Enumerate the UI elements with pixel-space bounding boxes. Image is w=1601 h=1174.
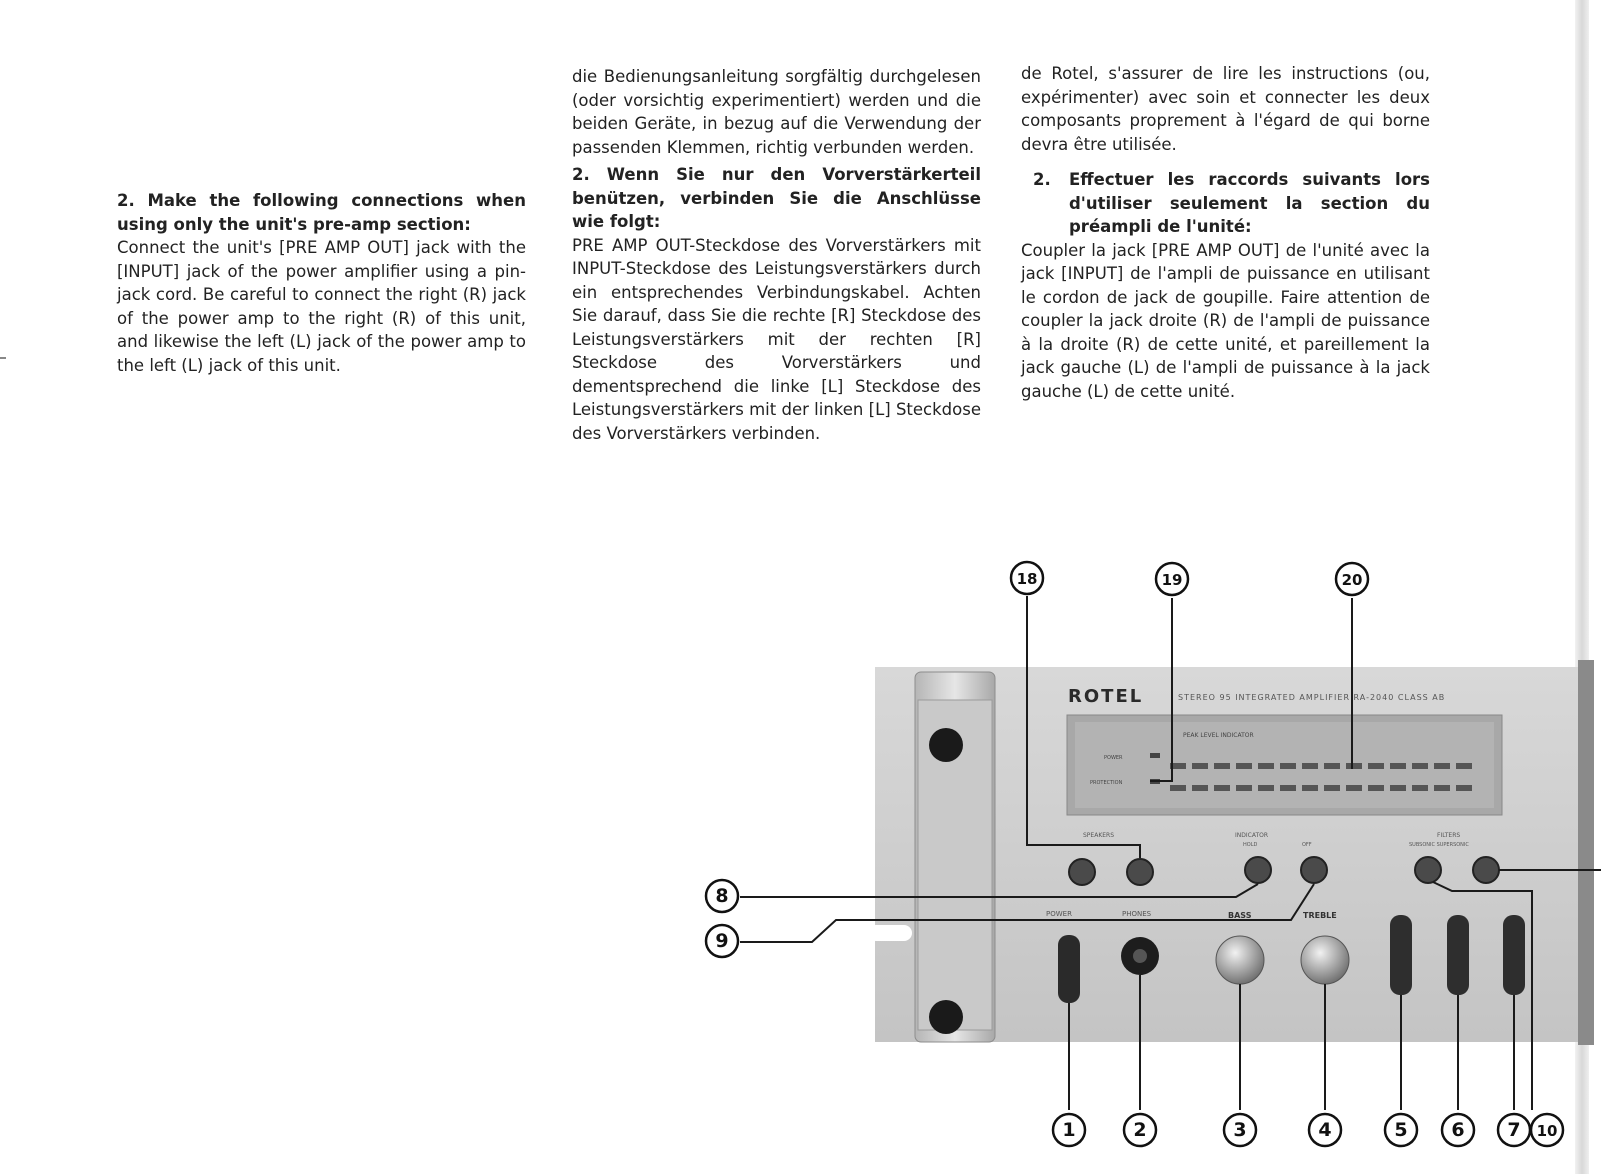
german-heading: 2. Wenn Sie nur den Vorverstärkerteil benützen, verbinden Sie die Anschlüsse wie folgt: xyxy=(572,165,981,231)
english-heading: 2. Make the following connections when using only the unit's pre-amp section: xyxy=(117,191,526,234)
model-line: STEREO 95 INTEGRATED AMPLIFIER RA-2040 CLASS AB xyxy=(1178,693,1446,702)
filters-sub-label: SUBSONIC SUPERSONIC xyxy=(1409,842,1469,848)
meter-segment xyxy=(1236,785,1252,791)
phones-label: PHONES xyxy=(1122,910,1152,918)
handle-screw-top xyxy=(929,728,963,762)
meter-power-label: POWER xyxy=(1104,755,1123,761)
meter-segment xyxy=(1412,785,1428,791)
meter-segment xyxy=(1434,763,1450,769)
meter-segment xyxy=(1324,785,1340,791)
meter-segment xyxy=(1368,763,1384,769)
supersonic-filter-button[interactable] xyxy=(1473,857,1499,883)
meter-label: PEAK LEVEL INDICATOR xyxy=(1183,732,1254,739)
filters-label: FILTERS xyxy=(1437,832,1461,839)
selector-switch-1[interactable] xyxy=(1390,915,1412,995)
german-intro: die Bedienungsanleitung sorgfältig durchgelesen (oder vorsichtig experimentiert) werden und die beiden Geräte, in bezug auf die Verwendung der passenden Klemmen, richtig verbunden werden. xyxy=(572,67,981,157)
meter-segment xyxy=(1346,785,1362,791)
german-body: PRE AMP OUT-Steckdose des Vorverstärkers mit INPUT-Steckdose des Leistungsverstärkers durch ein entsprechendes Verbindungskabel. Achten Sie darauf, dass Sie die rechte [R] Steckdose des Leistungsverstärkers mit der rechten [R] Steckdose des Vorverstärkers und dementsprechend die linke [L] Steckdose des Leistungsverstärkers mit der linken [L] Steckdose des Vorverstärkers verbinden. xyxy=(572,235,981,443)
selector-switch-3[interactable] xyxy=(1503,915,1525,995)
handle-slot xyxy=(868,925,912,941)
callout-number-10: 10 xyxy=(1536,1122,1558,1140)
french-intro: de Rotel, s'assurer de lire les instructions (ou, expérimenter) avec soin et connecter les deux composants proprement à l'égard de qui borne devra être utilisée. xyxy=(1021,64,1430,154)
indicator-label: INDICATOR xyxy=(1235,832,1269,839)
meter-segment xyxy=(1192,763,1208,769)
french-body: Coupler la jack [PRE AMP OUT] de l'unité avec la jack [INPUT] de l'ampli de puissance en utilisant le cordon de jack de goupille. Faire attention de coupler la jack droite (R) de l'ampli de puissance à la droite (R) de cette unité, et pareillement la jack gauche (L) de l'ampli de puissance à la jack gauche (L) de cette unité. xyxy=(1021,240,1430,401)
meter-segment xyxy=(1434,785,1450,791)
meter-segment xyxy=(1258,785,1274,791)
french-heading-number: 2. xyxy=(1033,170,1051,189)
meter-segment xyxy=(1192,785,1208,791)
callout-number-7: 7 xyxy=(1507,1119,1521,1141)
callout-number-20: 20 xyxy=(1341,571,1363,589)
indicator-hold-label: HOLD xyxy=(1243,842,1258,848)
meter-segment xyxy=(1456,763,1472,769)
indicator-off-button[interactable] xyxy=(1301,857,1327,883)
meter-segment xyxy=(1302,763,1318,769)
callout-number-2: 2 xyxy=(1133,1119,1147,1141)
panel-right-shadow xyxy=(1578,660,1594,1045)
bass-knob[interactable] xyxy=(1216,936,1264,984)
callout-number-6: 6 xyxy=(1451,1119,1465,1141)
treble-label: TREBLE xyxy=(1303,911,1337,920)
callout-number-4: 4 xyxy=(1318,1119,1332,1141)
bass-label: BASS xyxy=(1228,911,1252,920)
handle-screw-bottom xyxy=(929,1000,963,1034)
callout-number-5: 5 xyxy=(1394,1119,1408,1141)
meter-segment xyxy=(1368,785,1384,791)
power-led xyxy=(1150,753,1160,758)
indicator-hold-button[interactable] xyxy=(1245,857,1271,883)
meter-segment xyxy=(1214,763,1230,769)
meter-segment xyxy=(1302,785,1318,791)
power-switch[interactable] xyxy=(1058,935,1080,1003)
callout-number-1: 1 xyxy=(1062,1119,1076,1141)
speakers-label: SPEAKERS xyxy=(1083,832,1115,839)
brand-logo: ROTEL xyxy=(1068,686,1144,707)
callout-number-3: 3 xyxy=(1233,1119,1247,1141)
callout-number-9: 9 xyxy=(715,930,729,952)
phones-jack-hole xyxy=(1133,949,1147,963)
power-switch-label: POWER xyxy=(1046,910,1072,918)
subsonic-filter-button[interactable] xyxy=(1415,857,1441,883)
meter-segment xyxy=(1170,785,1186,791)
meter-segment xyxy=(1412,763,1428,769)
meter-segment xyxy=(1236,763,1252,769)
meter-segment xyxy=(1280,763,1296,769)
callout-number-19: 19 xyxy=(1161,571,1183,589)
meter-segment xyxy=(1214,785,1230,791)
speaker-button-b[interactable] xyxy=(1127,859,1153,885)
meter-segment xyxy=(1324,763,1340,769)
callout-number-8: 8 xyxy=(715,885,729,907)
meter-protection-label: PROTECTION xyxy=(1090,780,1123,786)
indicator-off-label: OFF xyxy=(1302,842,1312,848)
meter-segment xyxy=(1390,785,1406,791)
french-heading: Effectuer les raccords suivants lors d'utiliser seulement la section du préampli de l'unité: xyxy=(1069,170,1430,236)
treble-knob[interactable] xyxy=(1301,936,1349,984)
speaker-button-a[interactable] xyxy=(1069,859,1095,885)
meter-segment xyxy=(1390,763,1406,769)
meter-segment xyxy=(1258,763,1274,769)
selector-switch-2[interactable] xyxy=(1447,915,1469,995)
meter-segment xyxy=(1346,763,1362,769)
meter-segment xyxy=(1456,785,1472,791)
meter-segment xyxy=(1280,785,1296,791)
english-body: Connect the unit's [PRE AMP OUT] jack with the [INPUT] jack of the power amplifier using a pin-jack cord. Be careful to connect the right (R) jack of the power amp to the right (R) of this unit, and likewise the left (L) jack of the power amp to the left (L) jack of this unit. xyxy=(117,238,526,375)
callout-number-18: 18 xyxy=(1016,570,1038,588)
